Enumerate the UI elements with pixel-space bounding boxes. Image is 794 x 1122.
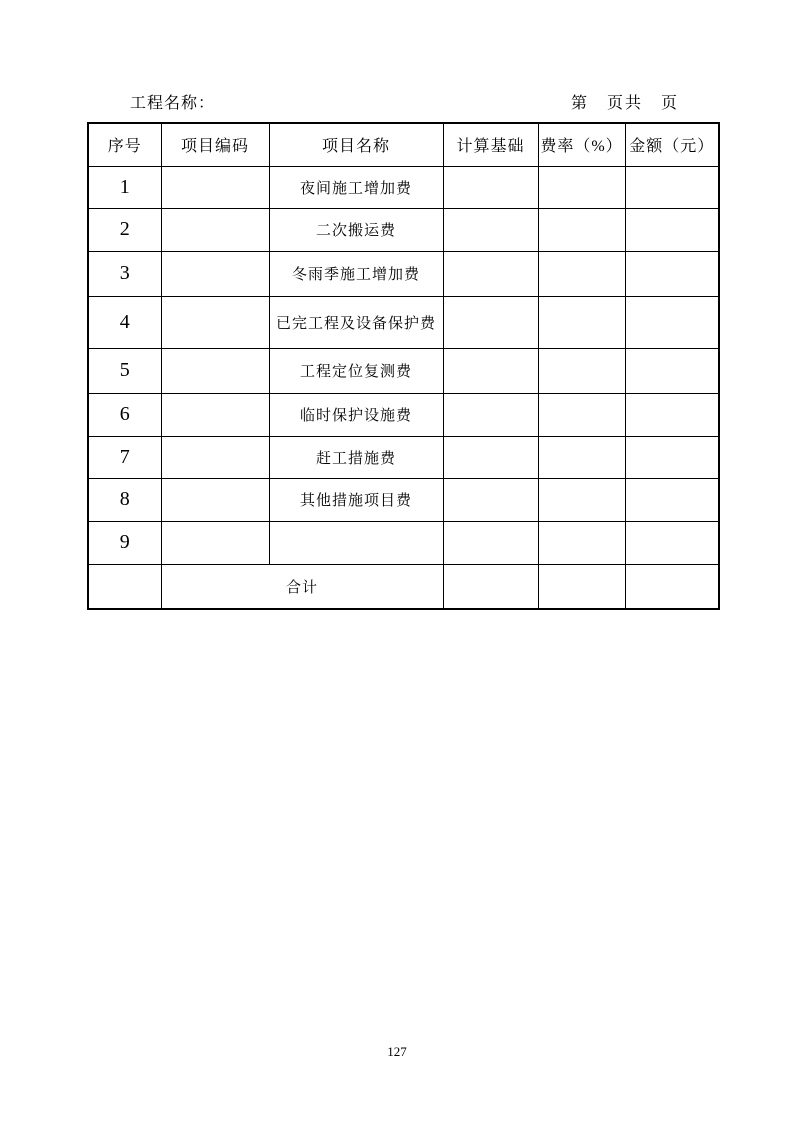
table-row bbox=[88, 166, 719, 208]
cell-item-code bbox=[161, 296, 269, 348]
cell-amount bbox=[625, 564, 719, 609]
cell-rate bbox=[538, 564, 625, 609]
cell-item-code bbox=[161, 208, 269, 251]
col-header-amount: 金额（元） bbox=[625, 123, 719, 166]
table-header-row bbox=[88, 123, 719, 166]
cell-seq: 8 bbox=[88, 478, 161, 521]
cell-amount bbox=[625, 348, 719, 393]
measures-fee-table bbox=[87, 122, 720, 610]
cell-item-code bbox=[161, 348, 269, 393]
cell-item-code bbox=[161, 251, 269, 296]
cell-calc-basis bbox=[443, 478, 538, 521]
cell-calc-basis bbox=[443, 251, 538, 296]
cell-seq: 5 bbox=[88, 348, 161, 393]
cell-rate bbox=[538, 348, 625, 393]
cell-item-code bbox=[161, 166, 269, 208]
cell-amount bbox=[625, 296, 719, 348]
cell-item-code bbox=[161, 436, 269, 478]
cell-rate bbox=[538, 251, 625, 296]
cell-rate bbox=[538, 208, 625, 251]
cell-amount bbox=[625, 393, 719, 436]
col-header-item-code: 项目编码 bbox=[161, 123, 269, 166]
page-number: 127 bbox=[387, 1044, 407, 1059]
col-header-seq: 序号 bbox=[88, 123, 161, 166]
cell-seq: 4 bbox=[88, 296, 161, 348]
cell-seq: 7 bbox=[88, 436, 161, 478]
cell-rate bbox=[538, 478, 625, 521]
cell-calc-basis bbox=[443, 296, 538, 348]
table-row bbox=[88, 521, 719, 564]
cell-item-code bbox=[161, 521, 269, 564]
cell-calc-basis bbox=[443, 564, 538, 609]
cell-calc-basis bbox=[443, 521, 538, 564]
cell-calc-basis bbox=[443, 348, 538, 393]
cell-item-name: 赶工措施费 bbox=[269, 436, 443, 478]
cell-amount bbox=[625, 251, 719, 296]
cell-amount bbox=[625, 478, 719, 521]
cell-seq: 6 bbox=[88, 393, 161, 436]
table-row bbox=[88, 296, 719, 348]
project-name-label: 工程名称： bbox=[130, 95, 216, 112]
cell-amount bbox=[625, 436, 719, 478]
cell-item-name: 冬雨季施工增加费 bbox=[269, 251, 443, 296]
cell-item-code bbox=[161, 478, 269, 521]
cell-item-name: 已完工程及设备保护费 bbox=[269, 296, 443, 348]
total-label-cell: 合计 bbox=[161, 564, 443, 609]
cell-item-name: 工程定位复测费 bbox=[269, 348, 443, 393]
table-row bbox=[88, 478, 719, 521]
cell-calc-basis bbox=[443, 393, 538, 436]
cell-item-name: 其他措施项目费 bbox=[269, 478, 443, 521]
cell-rate bbox=[538, 436, 625, 478]
cell-rate bbox=[538, 393, 625, 436]
cell-amount bbox=[625, 208, 719, 251]
col-header-item-name: 项目名称 bbox=[269, 123, 443, 166]
cell-calc-basis bbox=[443, 208, 538, 251]
cell-seq: 1 bbox=[88, 166, 161, 208]
table-row bbox=[88, 251, 719, 296]
cell-calc-basis bbox=[443, 166, 538, 208]
cell-seq bbox=[88, 564, 161, 609]
table-row bbox=[88, 436, 719, 478]
col-header-calc-basis: 计算基础 bbox=[443, 123, 538, 166]
cell-item-code bbox=[161, 393, 269, 436]
table-row bbox=[88, 393, 719, 436]
cell-seq: 9 bbox=[88, 521, 161, 564]
cell-rate bbox=[538, 166, 625, 208]
table-row bbox=[88, 208, 719, 251]
cell-calc-basis bbox=[443, 436, 538, 478]
cell-item-name bbox=[269, 521, 443, 564]
cell-amount bbox=[625, 521, 719, 564]
cell-seq: 2 bbox=[88, 208, 161, 251]
col-header-rate: 费率（%） bbox=[538, 123, 625, 166]
cell-amount bbox=[625, 166, 719, 208]
cell-item-name: 夜间施工增加费 bbox=[269, 166, 443, 208]
cell-rate bbox=[538, 296, 625, 348]
page-indicator: 第 页共 页 bbox=[571, 95, 680, 112]
total-row bbox=[88, 564, 719, 609]
cell-item-name: 临时保护设施费 bbox=[269, 393, 443, 436]
cell-rate bbox=[538, 521, 625, 564]
table-row bbox=[88, 348, 719, 393]
cell-item-name: 二次搬运费 bbox=[269, 208, 443, 251]
cell-seq: 3 bbox=[88, 251, 161, 296]
